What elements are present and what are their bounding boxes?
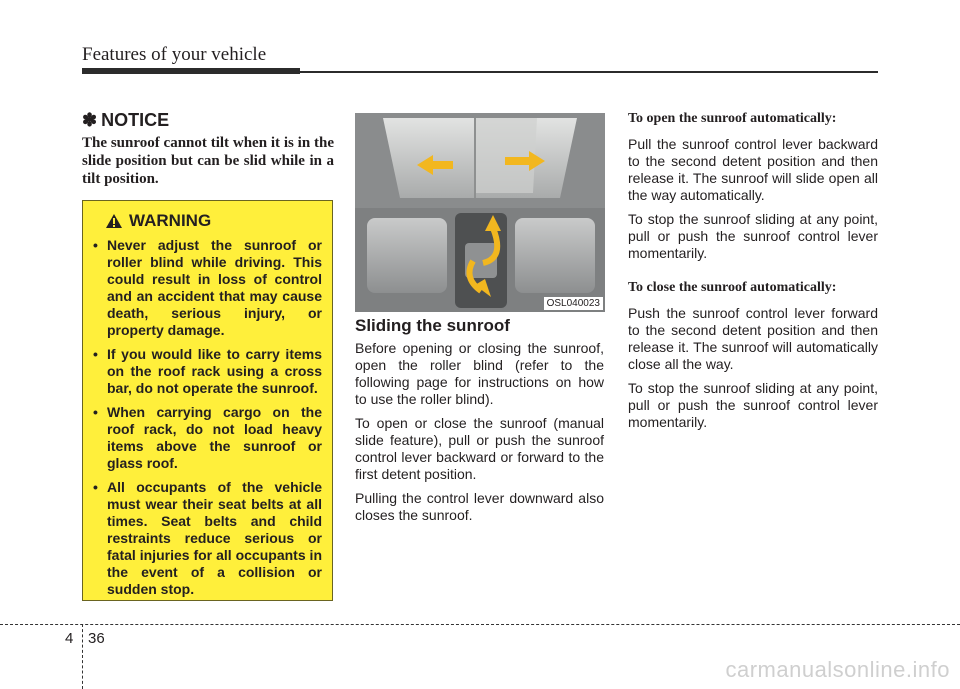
warning-item: • Never adjust the sunroof or roller blind while driving. This could result in loss of control and an accident that may cause death, serious injury, or property damage. [93, 237, 322, 339]
notice-body: The sunroof cannot tilt when it is in the slide position but can be slid while in a tilt position. [82, 135, 334, 187]
auto-close-paragraph: To stop the sunroof sliding at any point, pull or push the sunroof control lever momentarily. [628, 380, 878, 430]
auto-open-paragraph: To stop the sunroof sliding at any point, pull or push the sunroof control lever momentarily. [628, 211, 878, 261]
auto-close-paragraph: Push the sunroof control lever forward to the second detent position and then release it. The sunroof will automatically close all the way. [628, 305, 878, 372]
sliding-paragraph: To open or close the sunroof (manual slide feature), pull or push the sunroof control lever backward or forward to the first detent position. [355, 415, 604, 482]
warning-triangle-icon [105, 213, 123, 229]
warning-item: • When carrying cargo on the roof rack, do not load heavy items above the sunroof or glass roof. [93, 404, 322, 472]
photo-label: OSL040023 [544, 297, 603, 310]
warning-title-text: WARNING [129, 211, 212, 230]
page-header-title: Features of your vehicle [82, 44, 267, 65]
sunroof-control-illustration [355, 113, 605, 312]
sliding-paragraph: Pulling the control lever downward also closes the sunroof. [355, 490, 604, 523]
page-number: 36 [88, 630, 105, 647]
warning-list [93, 237, 322, 598]
auto-sections [628, 110, 878, 438]
warning-item: • All occupants of the vehicle must wear their seat belts at all times. Seat belts and child restraints reduce serious or fatal injuries for all occupants in the event of a collision or sudden stop. [93, 479, 322, 598]
warning-title [105, 211, 322, 231]
sunroof-control-photo [355, 113, 605, 312]
auto-open-heading: To open the sunroof automatically: [628, 111, 837, 126]
sliding-heading: Sliding the sunroof [355, 316, 510, 335]
chapter-number: 4 [65, 630, 74, 647]
auto-close-heading: To close the sunroof automatically: [628, 280, 837, 295]
warning-item: • If you would like to carry items on the roof rack using a cross bar, do not operate the sunroof. [93, 346, 322, 397]
header-rule-thick [82, 68, 300, 74]
notice-mark: ✽ [82, 110, 98, 130]
sliding-body [355, 340, 604, 531]
warning-box [82, 200, 333, 601]
watermark: carmanualsonline.info [725, 657, 950, 682]
sliding-paragraph: Before opening or closing the sunroof, open the roller blind (refer to the following page for instructions on how to use the roller blind). [355, 340, 604, 407]
auto-open-paragraph: Pull the sunroof control lever backward to the second detent position and then release it. The sunroof will slide open all the way automatically. [628, 136, 878, 203]
notice-heading-text: NOTICE [101, 110, 170, 130]
header-rule-thin [300, 71, 878, 73]
footer-rule [0, 624, 960, 625]
notice-heading [82, 110, 169, 131]
footer-vertical-rule [82, 624, 83, 689]
